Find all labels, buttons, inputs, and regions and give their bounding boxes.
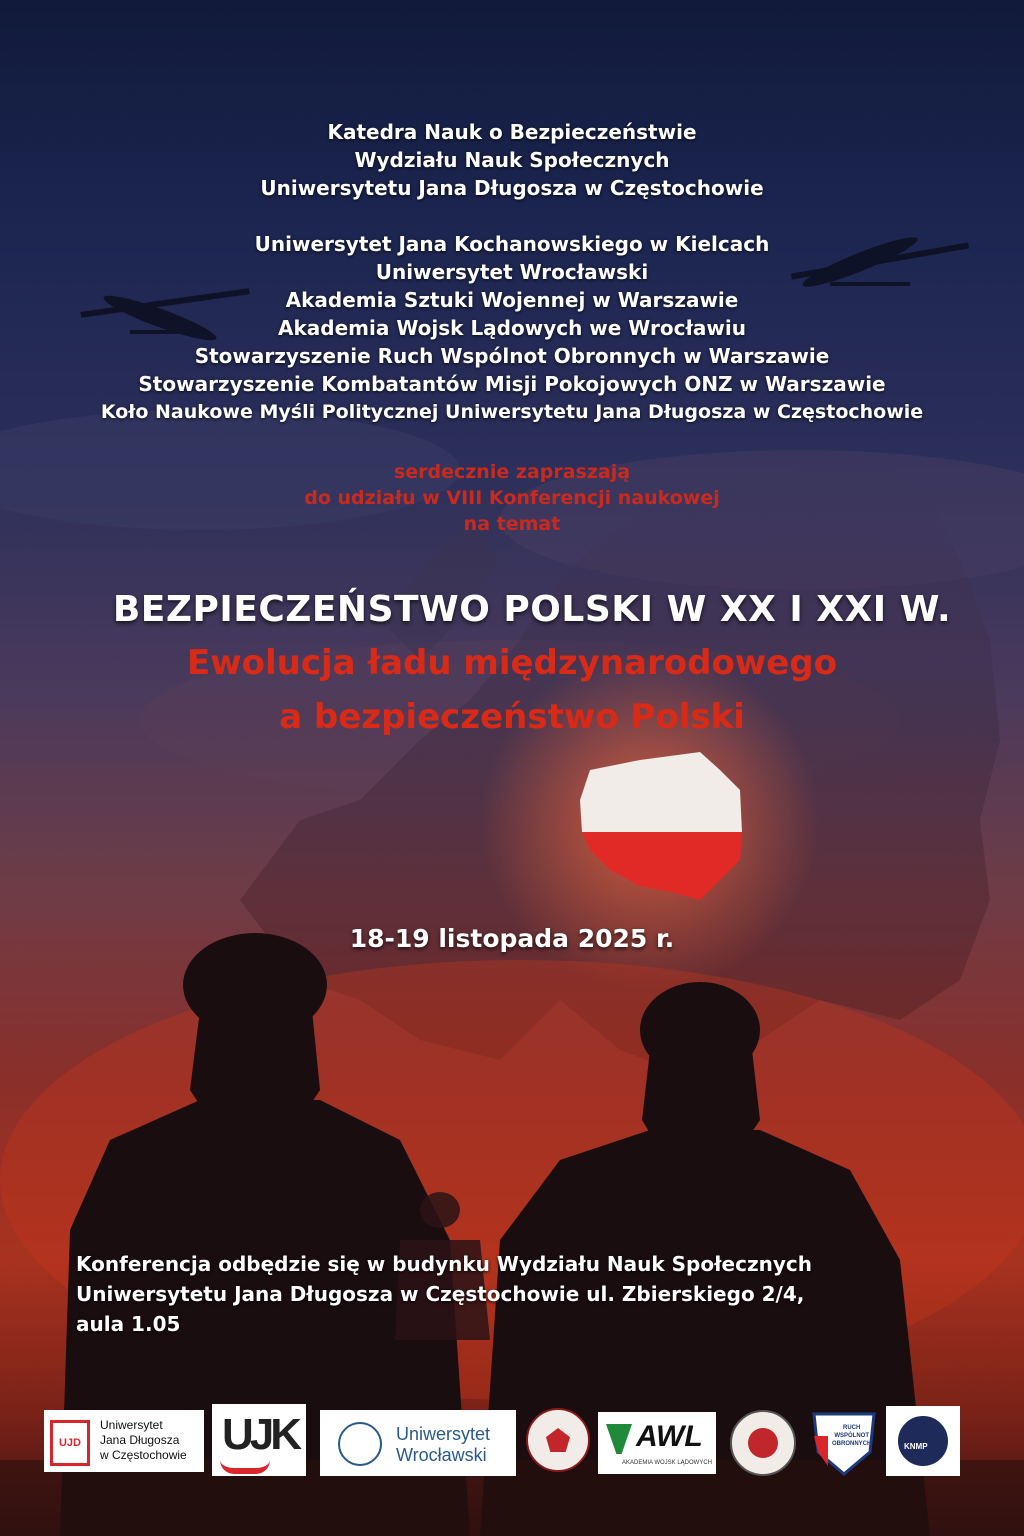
partner-line: Uniwersytet Wrocławski bbox=[375, 260, 649, 284]
partner-organizers bbox=[0, 230, 1024, 426]
conference-title: BEZPIECZEŃSTWO POLSKI W XX I XXI W. bbox=[112, 589, 952, 630]
invitation bbox=[0, 459, 1024, 537]
awl-shield-icon bbox=[606, 1424, 632, 1454]
ujd-name-line: Jana Długosza bbox=[100, 1433, 180, 1447]
partner-line: Uniwersytet Jana Kochanowskiego w Kielcach bbox=[254, 232, 770, 256]
ujd-name-line: w Częstochowie bbox=[100, 1448, 187, 1462]
rwo-name bbox=[832, 1424, 871, 1448]
awl-caption: AKADEMIA WOJSK LĄDOWYCH bbox=[622, 1460, 713, 1466]
venue-line: Uniwersytetu Jana Długosza w Częstochowie ul. Zbierskiego 2/4, bbox=[76, 1282, 805, 1306]
venue-info bbox=[76, 1249, 976, 1339]
organizer-line: Wydziału Nauk Społecznych bbox=[354, 148, 670, 172]
partner-line: Akademia Wojsk Lądowych we Wrocławiu bbox=[278, 316, 746, 340]
ujk-mark: UJK bbox=[222, 1410, 299, 1459]
logo-ujk bbox=[212, 1404, 306, 1476]
uwr-name-line: Wrocławski bbox=[396, 1445, 487, 1465]
knmp-mark: KNMP bbox=[904, 1442, 928, 1451]
rwo-name-line: RUCH bbox=[843, 1425, 861, 1431]
partner-line: Stowarzyszenie Ruch Wspólnot Obronnych w Warszawie bbox=[194, 344, 830, 368]
ujk-red-swoosh bbox=[220, 1460, 270, 1474]
skmp-emblem-icon bbox=[748, 1428, 778, 1458]
venue-line: aula 1.05 bbox=[76, 1312, 181, 1336]
logo-awl bbox=[598, 1412, 716, 1474]
conference-subtitle-line2: a bezpieczeństwo Polski bbox=[279, 697, 745, 737]
logo-knmp bbox=[886, 1406, 960, 1476]
uwr-eagle-icon bbox=[338, 1422, 382, 1466]
rwo-name-line: OBRONNYCH bbox=[832, 1441, 872, 1447]
conference-date: 18-19 listopada 2025 r. bbox=[349, 924, 675, 953]
invitation-line: do udziału w VIII Konferencji naukowej bbox=[304, 487, 720, 509]
partner-line: Koło Naukowe Myśli Politycznej Uniwersytetu Jana Długosza w Częstochowie bbox=[100, 401, 924, 423]
logo-asw-emblem bbox=[526, 1408, 590, 1472]
partner-logos bbox=[0, 1404, 1024, 1480]
logo-skmp-onz bbox=[730, 1410, 796, 1476]
conference-subtitle-line1: Ewolucja ładu międzynarodowego bbox=[187, 643, 837, 683]
logo-uwr bbox=[320, 1410, 516, 1476]
asw-star-icon bbox=[546, 1428, 570, 1452]
uwr-name-line: Uniwersytet bbox=[396, 1424, 491, 1444]
partner-line: Stowarzyszenie Kombatantów Misji Pokojowych ONZ w Warszawie bbox=[138, 372, 886, 396]
logo-rwo bbox=[808, 1406, 880, 1478]
primary-organizer bbox=[0, 118, 1024, 202]
invitation-line: na temat bbox=[463, 513, 561, 535]
uwr-name bbox=[396, 1424, 490, 1466]
rwo-name-line: WSPÓLNOT bbox=[834, 1433, 869, 1439]
partner-line: Akademia Sztuki Wojennej w Warszawie bbox=[285, 288, 739, 312]
venue-line: Konferencja odbędzie się w budynku Wydziału Nauk Społecznych bbox=[76, 1252, 812, 1276]
logo-ujd bbox=[44, 1410, 204, 1472]
awl-mark: AWL bbox=[636, 1420, 703, 1453]
invitation-line: serdecznie zapraszają bbox=[393, 461, 631, 483]
knmp-emblem-icon bbox=[898, 1416, 948, 1466]
ujd-mark: UJD bbox=[50, 1420, 90, 1466]
ujd-name-line: Uniwersytet bbox=[100, 1418, 163, 1432]
organizer-line: Katedra Nauk o Bezpieczeństwie bbox=[327, 120, 697, 144]
ujd-name bbox=[100, 1418, 187, 1463]
organizer-line: Uniwersytetu Jana Długosza w Częstochowie bbox=[260, 176, 764, 200]
